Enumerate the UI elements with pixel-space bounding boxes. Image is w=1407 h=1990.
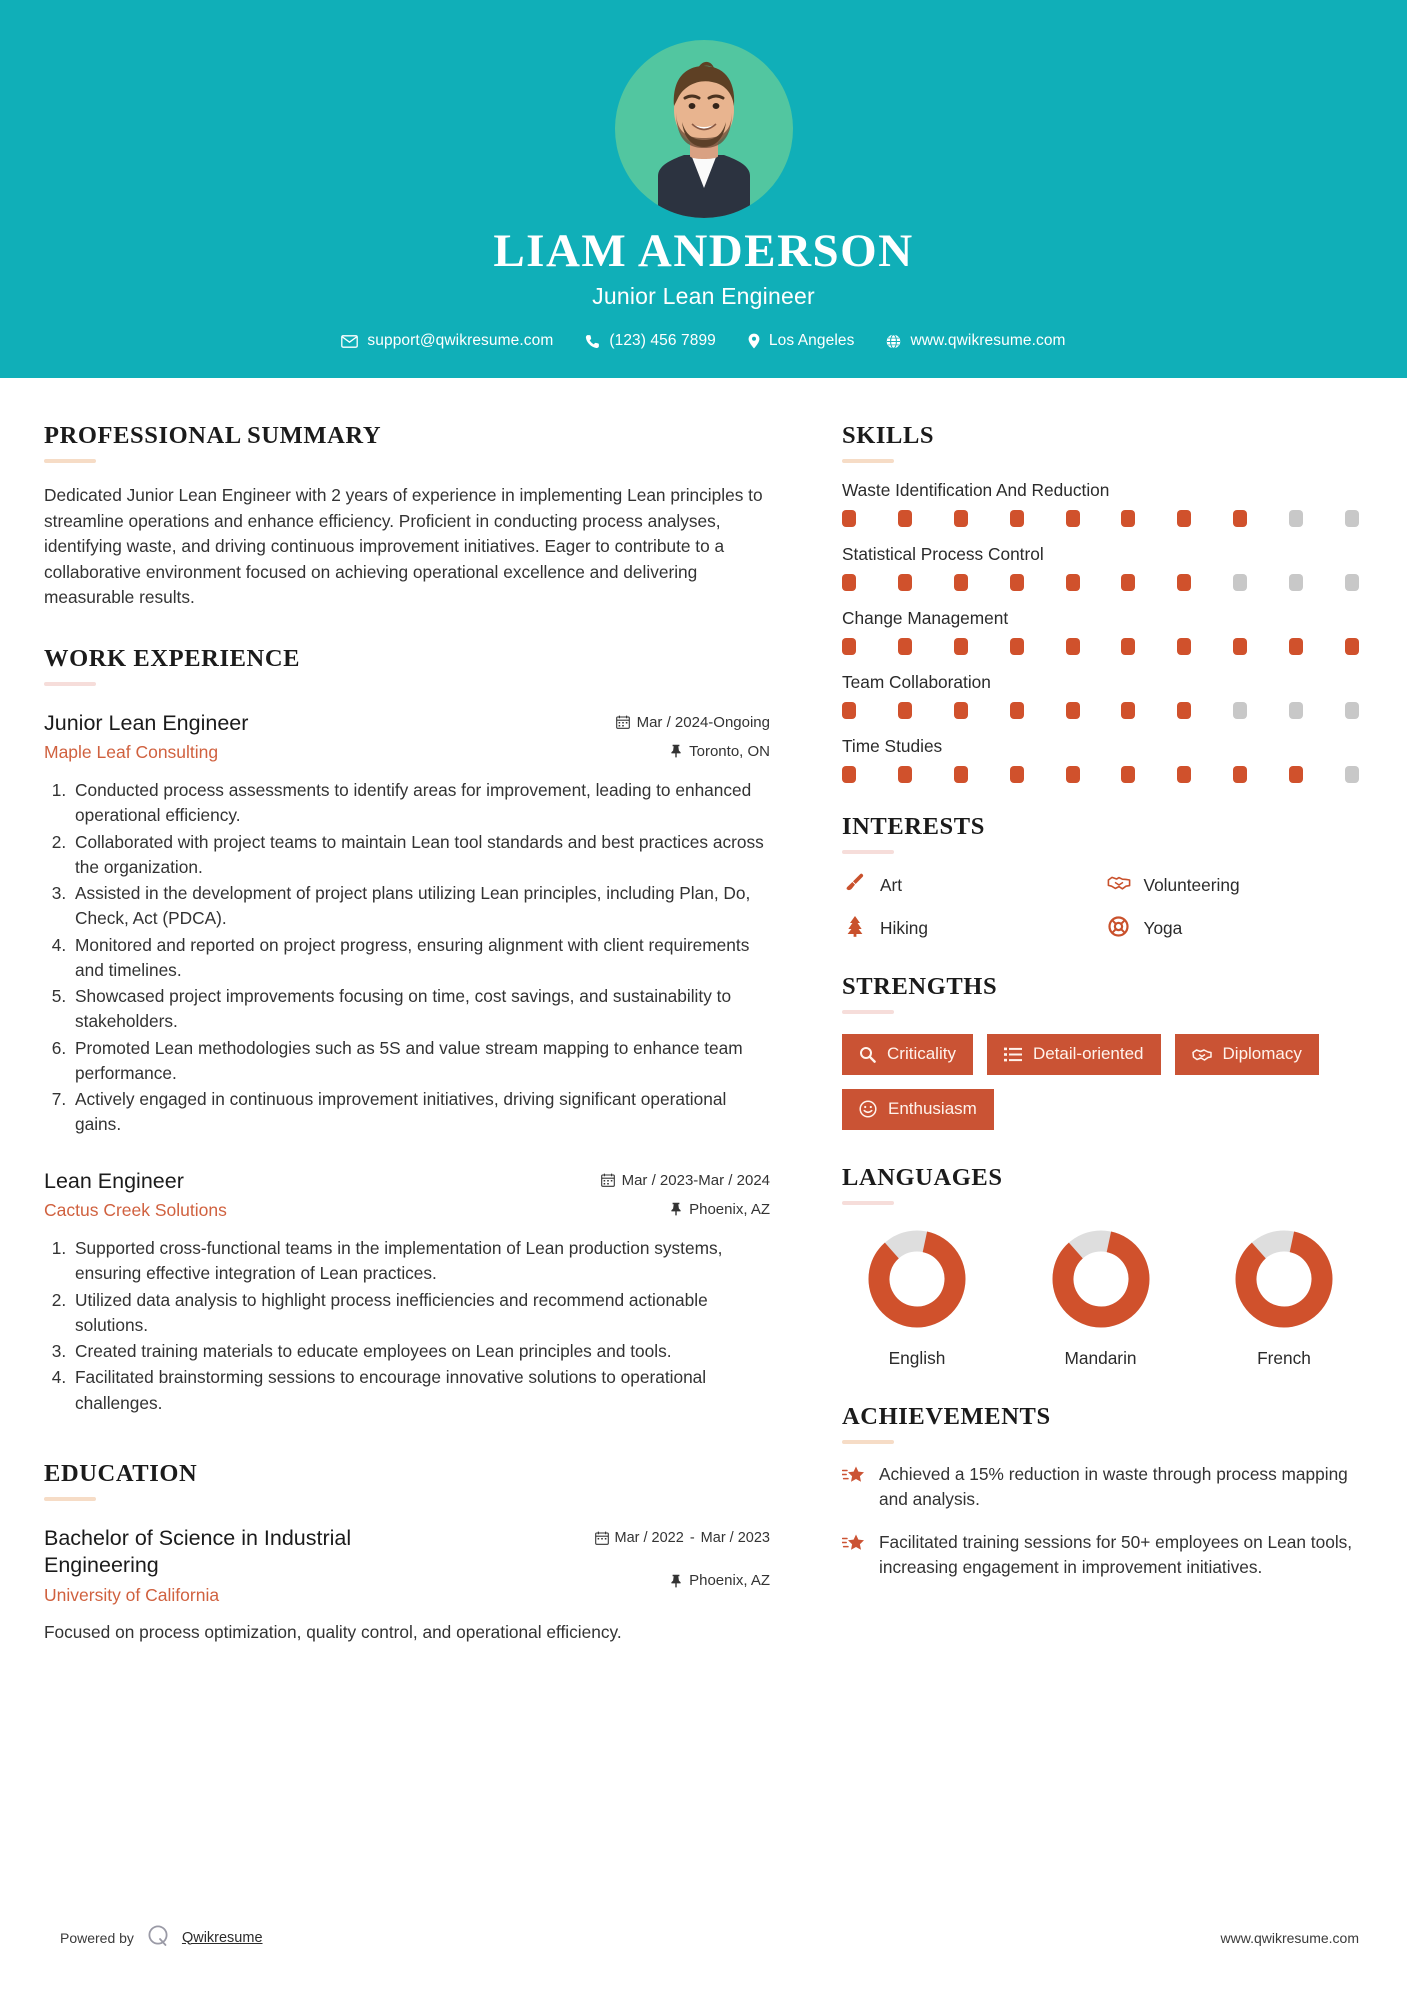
skill-dot-filled [1177, 702, 1191, 719]
section-rule [842, 1010, 894, 1014]
skill-dot-filled [1177, 766, 1191, 783]
contact-email[interactable] [325, 332, 569, 350]
job-bullet: 3. Assisted in the development of project plans utilizing Lean principles, including Plan, Do, Check, Act (PDCA). [71, 881, 770, 932]
skill-dot-filled [898, 702, 912, 719]
skill-dot-filled [898, 638, 912, 655]
skill-item [842, 544, 1359, 591]
job-bullet: 5. Showcased project improvements focusing on time, cost savings, and sustainability to stakeholders. [71, 984, 770, 1035]
skill-label: Change Management [842, 608, 1009, 629]
pushpin-icon [670, 1202, 682, 1216]
section-heading-skills: SKILLS [842, 422, 935, 450]
job-location [601, 1201, 770, 1218]
achievement-text: Achieved a 15% reduction in waste through process mapping and analysis. [879, 1463, 1348, 1509]
section-education [44, 1460, 770, 1645]
interest-label: Yoga [1143, 917, 1183, 938]
section-heading-interests: INTERESTS [842, 813, 985, 841]
section-work-experience [44, 645, 770, 1416]
resume-body [0, 378, 1407, 1645]
skill-dot-filled [1010, 510, 1024, 527]
magnifier-icon [859, 1046, 876, 1063]
section-heading-work: WORK EXPERIENCE [44, 644, 301, 672]
skill-dot-filled [954, 766, 968, 783]
handshake-icon [1106, 874, 1132, 896]
job-bullet: 7. Actively engaged in continuous improvement initiatives, driving significant operational gains. [71, 1087, 770, 1138]
job-dates [616, 714, 770, 731]
qwikresume-logo-icon [145, 1923, 171, 1952]
languages-list [842, 1229, 1359, 1369]
strengths-list [842, 1034, 1359, 1129]
contact-email-text: support@qwikresume.com [367, 332, 554, 350]
job-role: Lean Engineer [44, 1168, 184, 1193]
summary-text: Dedicated Junior Lean Engineer with 2 years of experience in implementing Lean principles to streamline operations and enhance efficiency. Proficient in conducting process analyses, identifying waste, and driving continuous improvement initiatives. Eager to contribute to a collaborative environment focused on achieving operational excellence and delivering measurable results. [44, 485, 763, 608]
job-company: Maple Leaf Consulting [44, 742, 219, 763]
education-school: University of California [44, 1584, 220, 1605]
education-degree: Bachelor of Science in Industrial Engineering [44, 1525, 352, 1578]
section-rule [842, 1201, 894, 1205]
strength-chip-enthusiasm[interactable] [842, 1089, 994, 1130]
skill-dot-filled [1066, 510, 1080, 527]
education-dates [595, 1529, 771, 1551]
skill-dot-filled [1066, 638, 1080, 655]
section-strengths [842, 973, 1359, 1129]
footer-powered-label: Powered by [60, 1929, 134, 1946]
section-rule [44, 1497, 96, 1501]
list-icon [1004, 1047, 1022, 1062]
skill-dot-empty [1289, 510, 1303, 527]
map-pin-icon [748, 333, 760, 349]
skill-label: Time Studies [842, 736, 943, 757]
contact-bar [0, 332, 1407, 350]
skill-dot-filled [842, 702, 856, 719]
work-entry [44, 710, 770, 1138]
section-skills [842, 422, 1359, 783]
interest-item [842, 872, 1096, 898]
footer-website[interactable]: www.qwikresume.com [1220, 1929, 1359, 1946]
language-label: English [888, 1347, 946, 1368]
skill-dot-filled [1010, 766, 1024, 783]
skill-label: Team Collaboration [842, 672, 991, 693]
skill-dot-filled [1066, 702, 1080, 719]
skill-rating [842, 510, 1359, 527]
job-bullets [44, 1236, 770, 1416]
interest-label: Volunteering [1143, 874, 1240, 895]
skill-dot-empty [1289, 702, 1303, 719]
skill-dot-filled [954, 574, 968, 591]
paintbrush-icon [842, 872, 868, 898]
strength-label: Detail-oriented [1032, 1044, 1144, 1064]
job-bullet: 3. Created training materials to educate employees on Lean principles and tools. [71, 1339, 770, 1364]
calendar-icon [616, 715, 630, 729]
section-heading-languages: LANGUAGES [842, 1163, 1003, 1191]
strength-label: Diplomacy [1222, 1044, 1302, 1064]
strength-label: Criticality [887, 1044, 956, 1064]
skill-dot-filled [1289, 638, 1303, 655]
achievement-text: Facilitated training sessions for 50+ employees on Lean tools, increasing engagement in improvement initiatives. [879, 1531, 1353, 1577]
skill-rating [842, 766, 1359, 783]
skill-dot-empty [1289, 574, 1303, 591]
work-entry [44, 1168, 770, 1416]
skill-dot-filled [1177, 574, 1191, 591]
skill-dot-empty [1233, 702, 1247, 719]
skill-dot-empty [1345, 702, 1359, 719]
job-bullet: 2. Utilized data analysis to highlight process inefficiencies and recommend actionable solutions. [71, 1288, 770, 1339]
interest-item [1106, 915, 1360, 941]
skill-dot-filled [1121, 574, 1135, 591]
skill-dot-filled [1233, 766, 1247, 783]
skill-rating [842, 702, 1359, 719]
skill-dot-filled [842, 766, 856, 783]
skill-dot-filled [842, 510, 856, 527]
section-heading-achievements: ACHIEVEMENTS [842, 1402, 1051, 1430]
star-icon [842, 1530, 866, 1560]
skill-rating [842, 574, 1359, 591]
interest-item [1106, 872, 1360, 898]
job-role: Junior Lean Engineer [44, 710, 249, 735]
pushpin-icon [670, 744, 682, 758]
skill-item [842, 672, 1359, 719]
strength-label: Enthusiasm [888, 1099, 977, 1119]
skill-dot-filled [842, 574, 856, 591]
skill-item [842, 736, 1359, 783]
skill-dot-filled [1177, 510, 1191, 527]
footer-brand-link[interactable]: Qwikresume [181, 1929, 263, 1946]
interests-grid [842, 872, 1359, 941]
skill-dot-filled [1345, 638, 1359, 655]
left-column [0, 378, 810, 1645]
contact-phone[interactable] [569, 332, 732, 350]
pushpin-icon [670, 1574, 682, 1588]
skill-label: Waste Identification And Reduction [842, 480, 1110, 501]
strength-chip-criticality[interactable] [842, 1034, 973, 1075]
education-location [595, 1572, 771, 1589]
language-item [1026, 1229, 1176, 1369]
education-end-date: Mar / 2023 [700, 1529, 770, 1546]
language-item [1209, 1229, 1359, 1369]
job-location [616, 743, 770, 760]
skill-dot-filled [954, 638, 968, 655]
contact-website[interactable] [870, 332, 1081, 350]
contact-phone-text: (123) 456 7899 [609, 332, 716, 350]
section-professional-summary [44, 422, 770, 610]
job-dates-text: Mar / 2024-Ongoing [636, 713, 770, 731]
skill-dot-filled [1121, 638, 1135, 655]
skill-item [842, 480, 1359, 527]
skill-dot-filled [1121, 702, 1135, 719]
smiley-icon [859, 1100, 877, 1118]
education-entry [44, 1525, 770, 1645]
calendar-icon [601, 1173, 615, 1187]
skill-dot-filled [842, 638, 856, 655]
skill-dot-filled [1066, 574, 1080, 591]
resume-header [0, 0, 1407, 378]
skill-dot-empty [1345, 574, 1359, 591]
language-donut-chart [1051, 1229, 1151, 1329]
section-languages [842, 1164, 1359, 1369]
strength-chip-diplomacy[interactable] [1175, 1034, 1319, 1075]
skill-dot-filled [1010, 702, 1024, 719]
language-donut-chart [1234, 1229, 1334, 1329]
job-bullet: 6. Promoted Lean methodologies such as 5S and value stream mapping to enhance team performance. [71, 1036, 770, 1087]
contact-location-text: Los Angeles [768, 332, 855, 350]
skill-dot-filled [1010, 638, 1024, 655]
interest-label: Hiking [880, 917, 929, 938]
right-column [810, 378, 1407, 1645]
tree-icon [842, 915, 868, 941]
job-location-text: Phoenix, AZ [689, 1200, 770, 1218]
section-heading-summary: PROFESSIONAL SUMMARY [44, 422, 382, 450]
contact-website-text: www.qwikresume.com [910, 332, 1066, 350]
phone-icon [585, 334, 600, 349]
skill-dot-filled [898, 766, 912, 783]
contact-location[interactable] [732, 332, 871, 350]
skill-dot-filled [1177, 638, 1191, 655]
skill-dot-filled [1066, 766, 1080, 783]
achievement-item [842, 1530, 1359, 1580]
skill-dot-empty [1345, 766, 1359, 783]
skill-dot-empty [1233, 574, 1247, 591]
job-bullet: 2. Collaborated with project teams to maintain Lean tool standards and best practices across the organization. [71, 830, 770, 881]
interest-item [842, 915, 1096, 941]
skill-dot-filled [954, 510, 968, 527]
globe-icon [886, 334, 901, 349]
skill-dot-filled [1121, 766, 1135, 783]
skill-label: Statistical Process Control [842, 544, 1044, 565]
job-bullet: 4. Monitored and reported on project progress, ensuring alignment with client requirements and timelines. [71, 933, 770, 984]
section-rule [842, 459, 894, 463]
skill-dot-filled [1121, 510, 1135, 527]
page-title: LIAM ANDERSON [493, 225, 914, 277]
job-bullet: 4. Facilitated brainstorming sessions to encourage innovative solutions to operational challenges. [71, 1365, 770, 1416]
envelope-icon [341, 335, 358, 348]
section-achievements [842, 1403, 1359, 1580]
skill-dot-filled [1233, 510, 1247, 527]
section-heading-strengths: STRENGTHS [842, 973, 998, 1001]
education-description: Focused on process optimization, quality control, and operational efficiency. [44, 1621, 622, 1642]
section-rule [842, 1440, 894, 1444]
date-separator: - [689, 1529, 695, 1546]
achievement-item [842, 1462, 1359, 1512]
skill-item [842, 608, 1359, 655]
avatar [615, 40, 793, 218]
skill-dot-filled [954, 702, 968, 719]
skill-dot-filled [1289, 766, 1303, 783]
language-donut-chart [867, 1229, 967, 1329]
lifebuoy-icon [1106, 916, 1132, 941]
skill-dot-filled [1233, 638, 1247, 655]
section-heading-education: EDUCATION [44, 1459, 198, 1487]
job-dates-text: Mar / 2023-Mar / 2024 [621, 1171, 770, 1189]
education-start-date: Mar / 2022 [614, 1529, 684, 1546]
language-item [842, 1229, 992, 1369]
page-footer [0, 1923, 1407, 1952]
language-label: Mandarin [1064, 1347, 1137, 1368]
skill-dot-filled [1010, 574, 1024, 591]
skills-list [842, 480, 1359, 783]
job-bullets [44, 778, 770, 1138]
skill-dot-filled [898, 510, 912, 527]
strength-chip-detail-oriented[interactable] [987, 1034, 1161, 1075]
job-company: Cactus Creek Solutions [44, 1200, 227, 1221]
language-label: French [1257, 1347, 1311, 1368]
interest-label: Art [880, 874, 903, 895]
education-location-text: Phoenix, AZ [689, 1572, 770, 1590]
skill-dot-filled [898, 574, 912, 591]
job-title-subtitle: Junior Lean Engineer [592, 283, 815, 310]
section-rule [44, 682, 96, 686]
skill-dot-empty [1345, 510, 1359, 527]
calendar-icon [595, 1529, 609, 1551]
section-rule [44, 459, 96, 463]
skill-rating [842, 638, 1359, 655]
job-location-text: Toronto, ON [689, 742, 770, 760]
handshake-icon [1192, 1047, 1212, 1062]
job-bullet: 1. Conducted process assessments to identify areas for improvement, leading to enhanced operational efficiency. [71, 778, 770, 829]
section-rule [842, 850, 894, 854]
star-icon [842, 1462, 866, 1492]
section-interests [842, 813, 1359, 941]
job-dates [601, 1172, 770, 1189]
footer-powered-by [60, 1923, 263, 1952]
job-bullet: 1. Supported cross-functional teams in the implementation of Lean production systems, ensuring effective integration of Lean practices. [71, 1236, 770, 1287]
